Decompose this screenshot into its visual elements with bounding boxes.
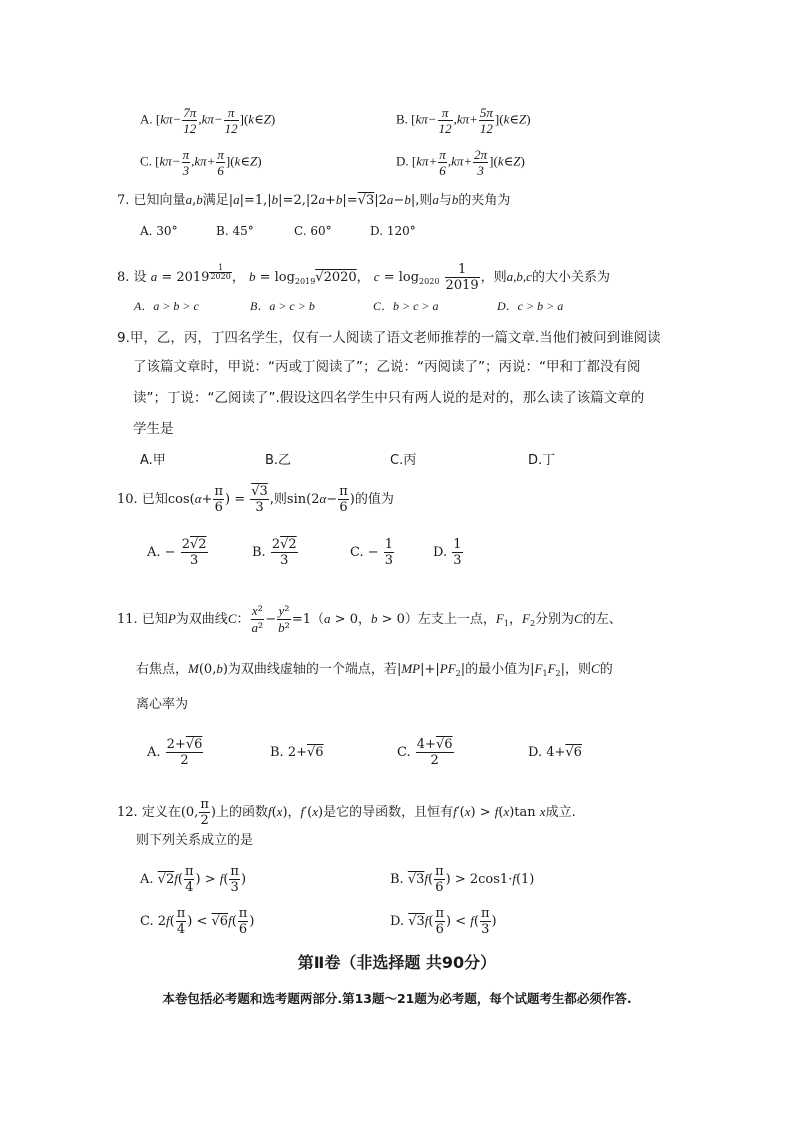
- q6-option-d: D. [kπ+ $\frac{\pi}{6}$ ,kπ+ $\frac{2\pi}{3}$ ](k∈Z): [396, 147, 525, 178]
- q11-option-b: B. 2+√6: [270, 745, 324, 760]
- q9-line-2: 了该篇文章时，甲说：“丙或丁阅读了”；乙说：“丙阅读了”；丙说：“甲和丁都没有阅: [133, 359, 641, 375]
- q10-option-d: D. $\frac{1}{3}$: [433, 537, 462, 568]
- q11-option-d: D. 4+√6: [528, 745, 582, 760]
- option-letter: D.: [396, 153, 409, 169]
- q9-option-d: D.丁: [528, 453, 556, 468]
- q11-line-2: 右焦点，M(0,b)为双曲线虚轴的一个端点，若$|MP|+|PF_2|$的最小值为$|F_1F_2|$，则C的: [136, 661, 613, 678]
- option-letter: B.: [396, 111, 408, 127]
- q12-option-d: D. √3f( $\frac{\pi}{6}$ ) < f( $\frac{\pi}{3}$ ): [390, 906, 497, 937]
- option-letter: D.: [528, 745, 543, 760]
- q12-line-1: 12. 定义在(0, $\frac{\pi}{2}$ )上的函数f(x)，f′(x)是它的导函数，且恒有f′(x) > f(x)tan x成立.: [117, 797, 576, 828]
- option-letter: B.: [390, 872, 404, 887]
- q8-stem: 8. 设 a = 2019 $^{\frac{1}{2020}}$ ， $b = \log_{2019}√2020$， $c = \log_{2020}$ $\frac{1}{2019}$ ，则a,b,c的大小关系为: [117, 262, 610, 293]
- q9-line-1: 9.甲，乙，丙，丁四名学生，仅有一人阅读了语文老师推荐的一篇文章.当他们被问到谁阅读: [117, 330, 661, 346]
- q6-option-b: B. [kπ− $\frac{\pi}{12}$ ,kπ+ $\frac{5\pi}{12}$ ](k∈Z): [396, 105, 531, 136]
- option-letter: A.: [140, 111, 153, 127]
- q7-option-a: A. 30°: [140, 224, 178, 238]
- option-letter: B.: [270, 745, 284, 760]
- q8-option-b: B．a > c > b: [250, 299, 315, 313]
- q12-option-b: B. √3f( $\frac{\pi}{6}$ ) > 2cos1·f(1): [390, 864, 535, 895]
- q7-option-c: C. 60°: [294, 224, 332, 238]
- q7-option-d: D. 120°: [370, 224, 416, 238]
- q7-option-b: B. 45°: [216, 224, 254, 238]
- question-number: 8.: [117, 270, 130, 285]
- q10-option-c: C. − $\frac{1}{3}$: [350, 537, 394, 568]
- section-note: 本卷包括必考题和选考题两部分.第13题～21题为必考题，每个试题考生都必须作答.: [162, 991, 632, 1006]
- option-letter: A.: [147, 545, 161, 560]
- question-number: 12.: [117, 805, 138, 820]
- option-letter: A.: [147, 745, 161, 760]
- q9-option-c: C.丙: [390, 453, 417, 468]
- option-letter: D.: [433, 545, 448, 560]
- q7-stem: 7. 已知向量a,b满足|a|=1,|b|=2,|2a+b|=√3|2a−b|,则a与b的夹角为: [117, 192, 511, 208]
- q8-option-c: C．b > c > a: [373, 299, 439, 313]
- option-letter: C.: [140, 914, 154, 929]
- option-letter: D.: [390, 914, 405, 929]
- q6-option-a: A. [kπ− $\frac{7\pi}{12}$ ,kπ− $\frac{\pi}{12}$ ](k∈Z): [140, 105, 276, 136]
- q10-option-a: A. − $\frac{2√2}{3}$: [147, 537, 207, 568]
- q12-option-c: C. 2f( $\frac{\pi}{4}$ ) < √6f( $\frac{\pi}{6}$ ): [140, 906, 255, 937]
- q11-line-1: 11. 已知P为双曲线C： $\frac{\text{x²}}{\text{a²}}$ − $\frac{\text{y²}}{\text{b²}}$ =1（a > 0，b > 0）左支上一点，$F_1$，$F_2$分别为C的左、: [117, 603, 622, 636]
- section-title: 第Ⅱ卷（非选择题 共90分）: [297, 953, 497, 972]
- question-number: 11.: [117, 612, 138, 627]
- q12-option-a: A. √2f( $\frac{\pi}{4}$ ) > f( $\frac{\pi}{3}$ ): [140, 864, 247, 895]
- q9-line-3: 读”；丁说：“乙阅读了”.假设这四名学生中只有两人说的是对的，那么读了该篇文章的: [133, 390, 645, 406]
- q9-line-4: 学生是: [133, 421, 174, 437]
- q12-line-2: 则下列关系成立的是: [136, 833, 254, 848]
- q10-option-b: B. $\frac{2√2}{3}$: [252, 537, 297, 568]
- option-letter: C.: [397, 745, 411, 760]
- question-number: 7.: [117, 193, 130, 208]
- option-letter: C.: [350, 545, 364, 560]
- q8-option-d: D．c > b > a: [497, 299, 564, 313]
- q11-line-3: 离心率为: [136, 697, 189, 712]
- question-number: 10.: [117, 492, 138, 507]
- q8-option-a: A．a > b > c: [134, 299, 199, 313]
- q9-option-b: B.乙: [265, 453, 292, 468]
- option-letter: A.: [140, 872, 154, 887]
- q11-option-c: C. $\frac{4+√6}{2}$: [397, 737, 453, 768]
- q9-option-a: A.甲: [140, 453, 166, 468]
- option-letter: B.: [252, 545, 266, 560]
- q11-option-a: A. $\frac{2+√6}{2}$: [147, 737, 203, 768]
- question-number: 9.: [117, 330, 130, 346]
- q6-option-c: C. [kπ− $\frac{\pi}{3}$ ,kπ+ $\frac{\pi}{6}$ ](k∈Z): [140, 147, 262, 178]
- q10-stem: 10. 已知cos(α+ $\frac{\pi}{6}$ ) = $\frac{√3}{3}$ ,则sin(2α− $\frac{\pi}{6}$ )的值为: [117, 484, 394, 515]
- option-letter: C.: [140, 153, 152, 169]
